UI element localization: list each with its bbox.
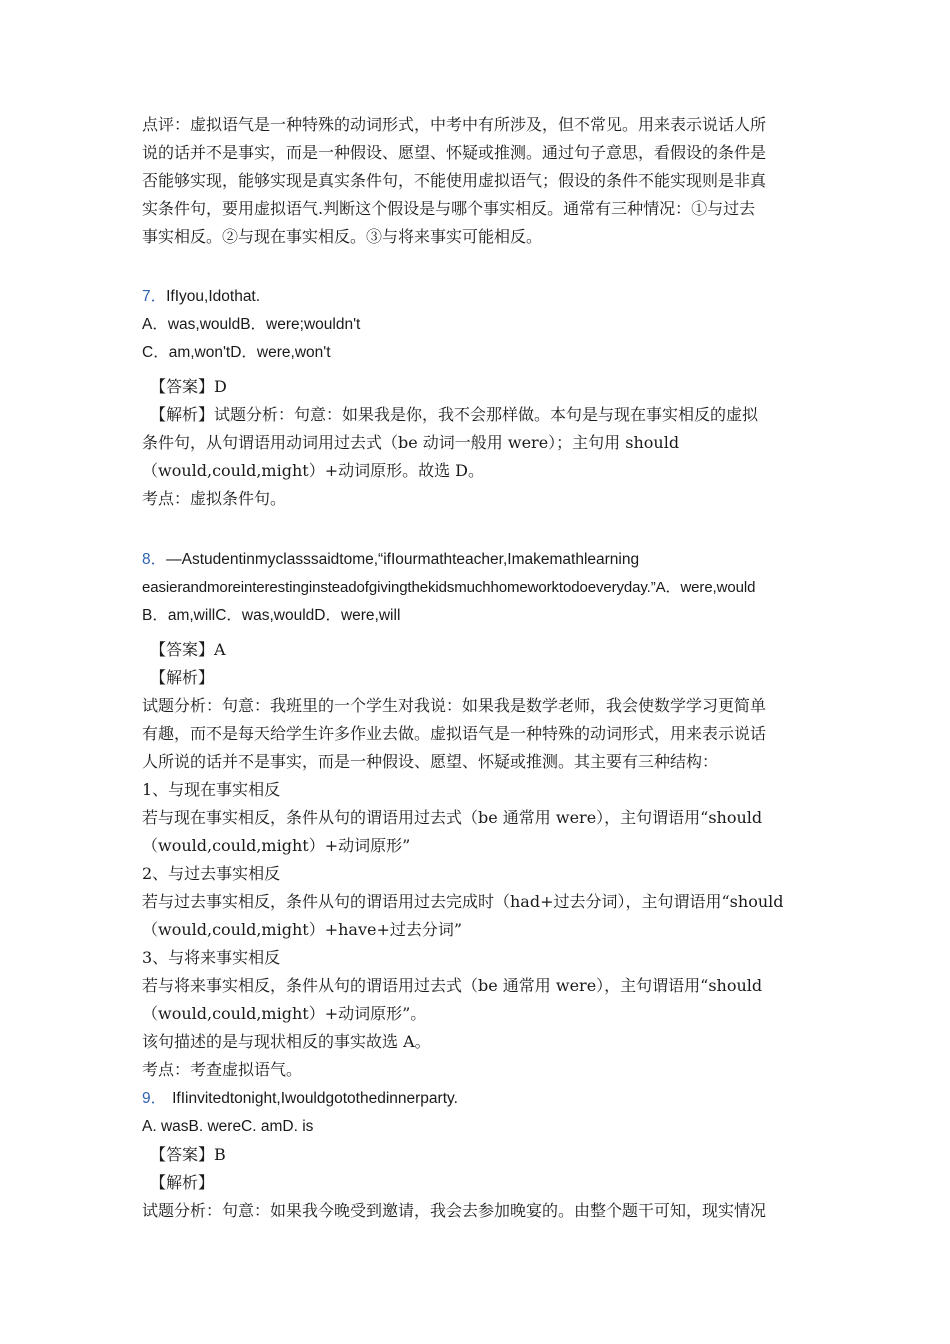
question-8-point: 考点：考查虚拟语气。 — [142, 1060, 303, 1079]
question-8-analysis-8: 若与过去事实相反，条件从句的谓语用过去完成时（had+过去分词），主句谓语用“should — [142, 892, 784, 911]
question-7-text: IfIyou,Idothat. — [166, 288, 261, 305]
question-8-analysis-1: 试题分析：句意：我班里的一个学生对我说：如果我是数学老师，我会使数学学习更简单 — [142, 696, 767, 715]
question-9-analysis-1: 试题分析：句意：如果我今晚受到邀请，我会去参加晚宴的。由整个题干可知，现实情况 — [142, 1201, 767, 1220]
question-8-number: 8． — [142, 551, 167, 568]
question-8-stem-1 — [142, 549, 639, 571]
question-7-answer: 【答案】D — [150, 377, 227, 396]
question-9-analysis-label: 【解析】 — [150, 1173, 215, 1192]
comment-line-3: 否能够实现，能够实现是真实条件句，不能使用虚拟语气；假设的条件不能实现则是非真 — [142, 171, 767, 190]
question-8-analysis-label: 【解析】 — [150, 668, 215, 687]
question-8-analysis-9: （would,could,might）+have+过去分词” — [142, 920, 463, 939]
question-8-analysis-10: 3、与将来事实相反 — [142, 948, 281, 967]
comment-line-4: 实条件句，要用虚拟语气.判断这个假设是与哪个事实相反。通常有三种情况：①与过去 — [142, 199, 756, 218]
question-7-options-2: C．am,won'tD．were,won't — [142, 344, 331, 361]
question-7-analysis-2: 条件句，从句谓语用动词用过去式（be 动词一般用 were）；主句用 should — [142, 433, 680, 452]
question-8-stem-3: B．am,willC．was,wouldD．were,will — [142, 607, 401, 624]
question-7-options-1: A．was,wouldB．were;wouldn't — [142, 316, 361, 333]
comment-line-2: 说的话并不是事实，而是一种假设、愿望、怀疑或推测。通过句子意思，看假设的条件是 — [142, 143, 767, 162]
question-8-analysis-2: 有趣，而不是每天给学生许多作业去做。虚拟语气是一种特殊的动词形式，用来表示说话 — [142, 724, 767, 743]
question-8-analysis-4: 1、与现在事实相反 — [142, 780, 281, 799]
question-8-analysis-12: （would,could,might）+动词原形”。 — [142, 1004, 427, 1023]
question-8-analysis-6: （would,could,might）+动词原形” — [142, 836, 411, 855]
question-8-analysis-5: 若与现在事实相反，条件从句的谓语用过去式（be 通常用 were），主句谓语用“should — [142, 808, 763, 827]
question-8-stem-2: easierandmoreinterestinginsteadofgivingthekidsmuchhomeworktodoeveryday.”A．were,would — [142, 579, 756, 596]
question-9-answer: 【答案】B — [150, 1145, 226, 1164]
question-9-options: A. wasB. wereC. amD. is — [142, 1118, 314, 1135]
question-8-text: —Astudentinmyclasssaidtome,“ifIourmathteacher,Imakemathlearning — [166, 551, 640, 568]
comment-line-1: 点评：虚拟语气是一种特殊的动词形式，中考中有所涉及，但不常见。用来表示说话人所 — [142, 115, 767, 134]
question-9-text: IfIinvitedtonight,Iwouldgotothedinnerparty. — [172, 1090, 458, 1107]
question-9-number: 9． — [142, 1090, 167, 1107]
question-7-analysis-3: （would,could,might）+动词原形。故选 D。 — [142, 461, 485, 480]
question-7-stem — [142, 286, 260, 308]
question-8-analysis-3: 人所说的话并不是事实，而是一种假设、愿望、怀疑或推测。其主要有三种结构： — [142, 752, 719, 771]
question-7-number: 7． — [142, 288, 167, 305]
question-9-stem — [142, 1088, 458, 1110]
question-8-analysis-7: 2、与过去事实相反 — [142, 864, 281, 883]
question-7-point: 考点：虚拟条件句。 — [142, 489, 287, 508]
question-8-analysis-13: 该句描述的是与现状相反的事实故选 A。 — [142, 1032, 431, 1051]
question-8-analysis-11: 若与将来事实相反，条件从句的谓语用过去式（be 通常用 were），主句谓语用“should — [142, 976, 763, 995]
question-8-answer: 【答案】A — [150, 640, 226, 659]
question-7-analysis-1: 【解析】试题分析：句意：如果我是你，我不会那样做。本句是与现在事实相反的虚拟 — [150, 405, 759, 424]
comment-line-5: 事实相反。②与现在事实相反。③与将来事实可能相反。 — [142, 227, 543, 246]
